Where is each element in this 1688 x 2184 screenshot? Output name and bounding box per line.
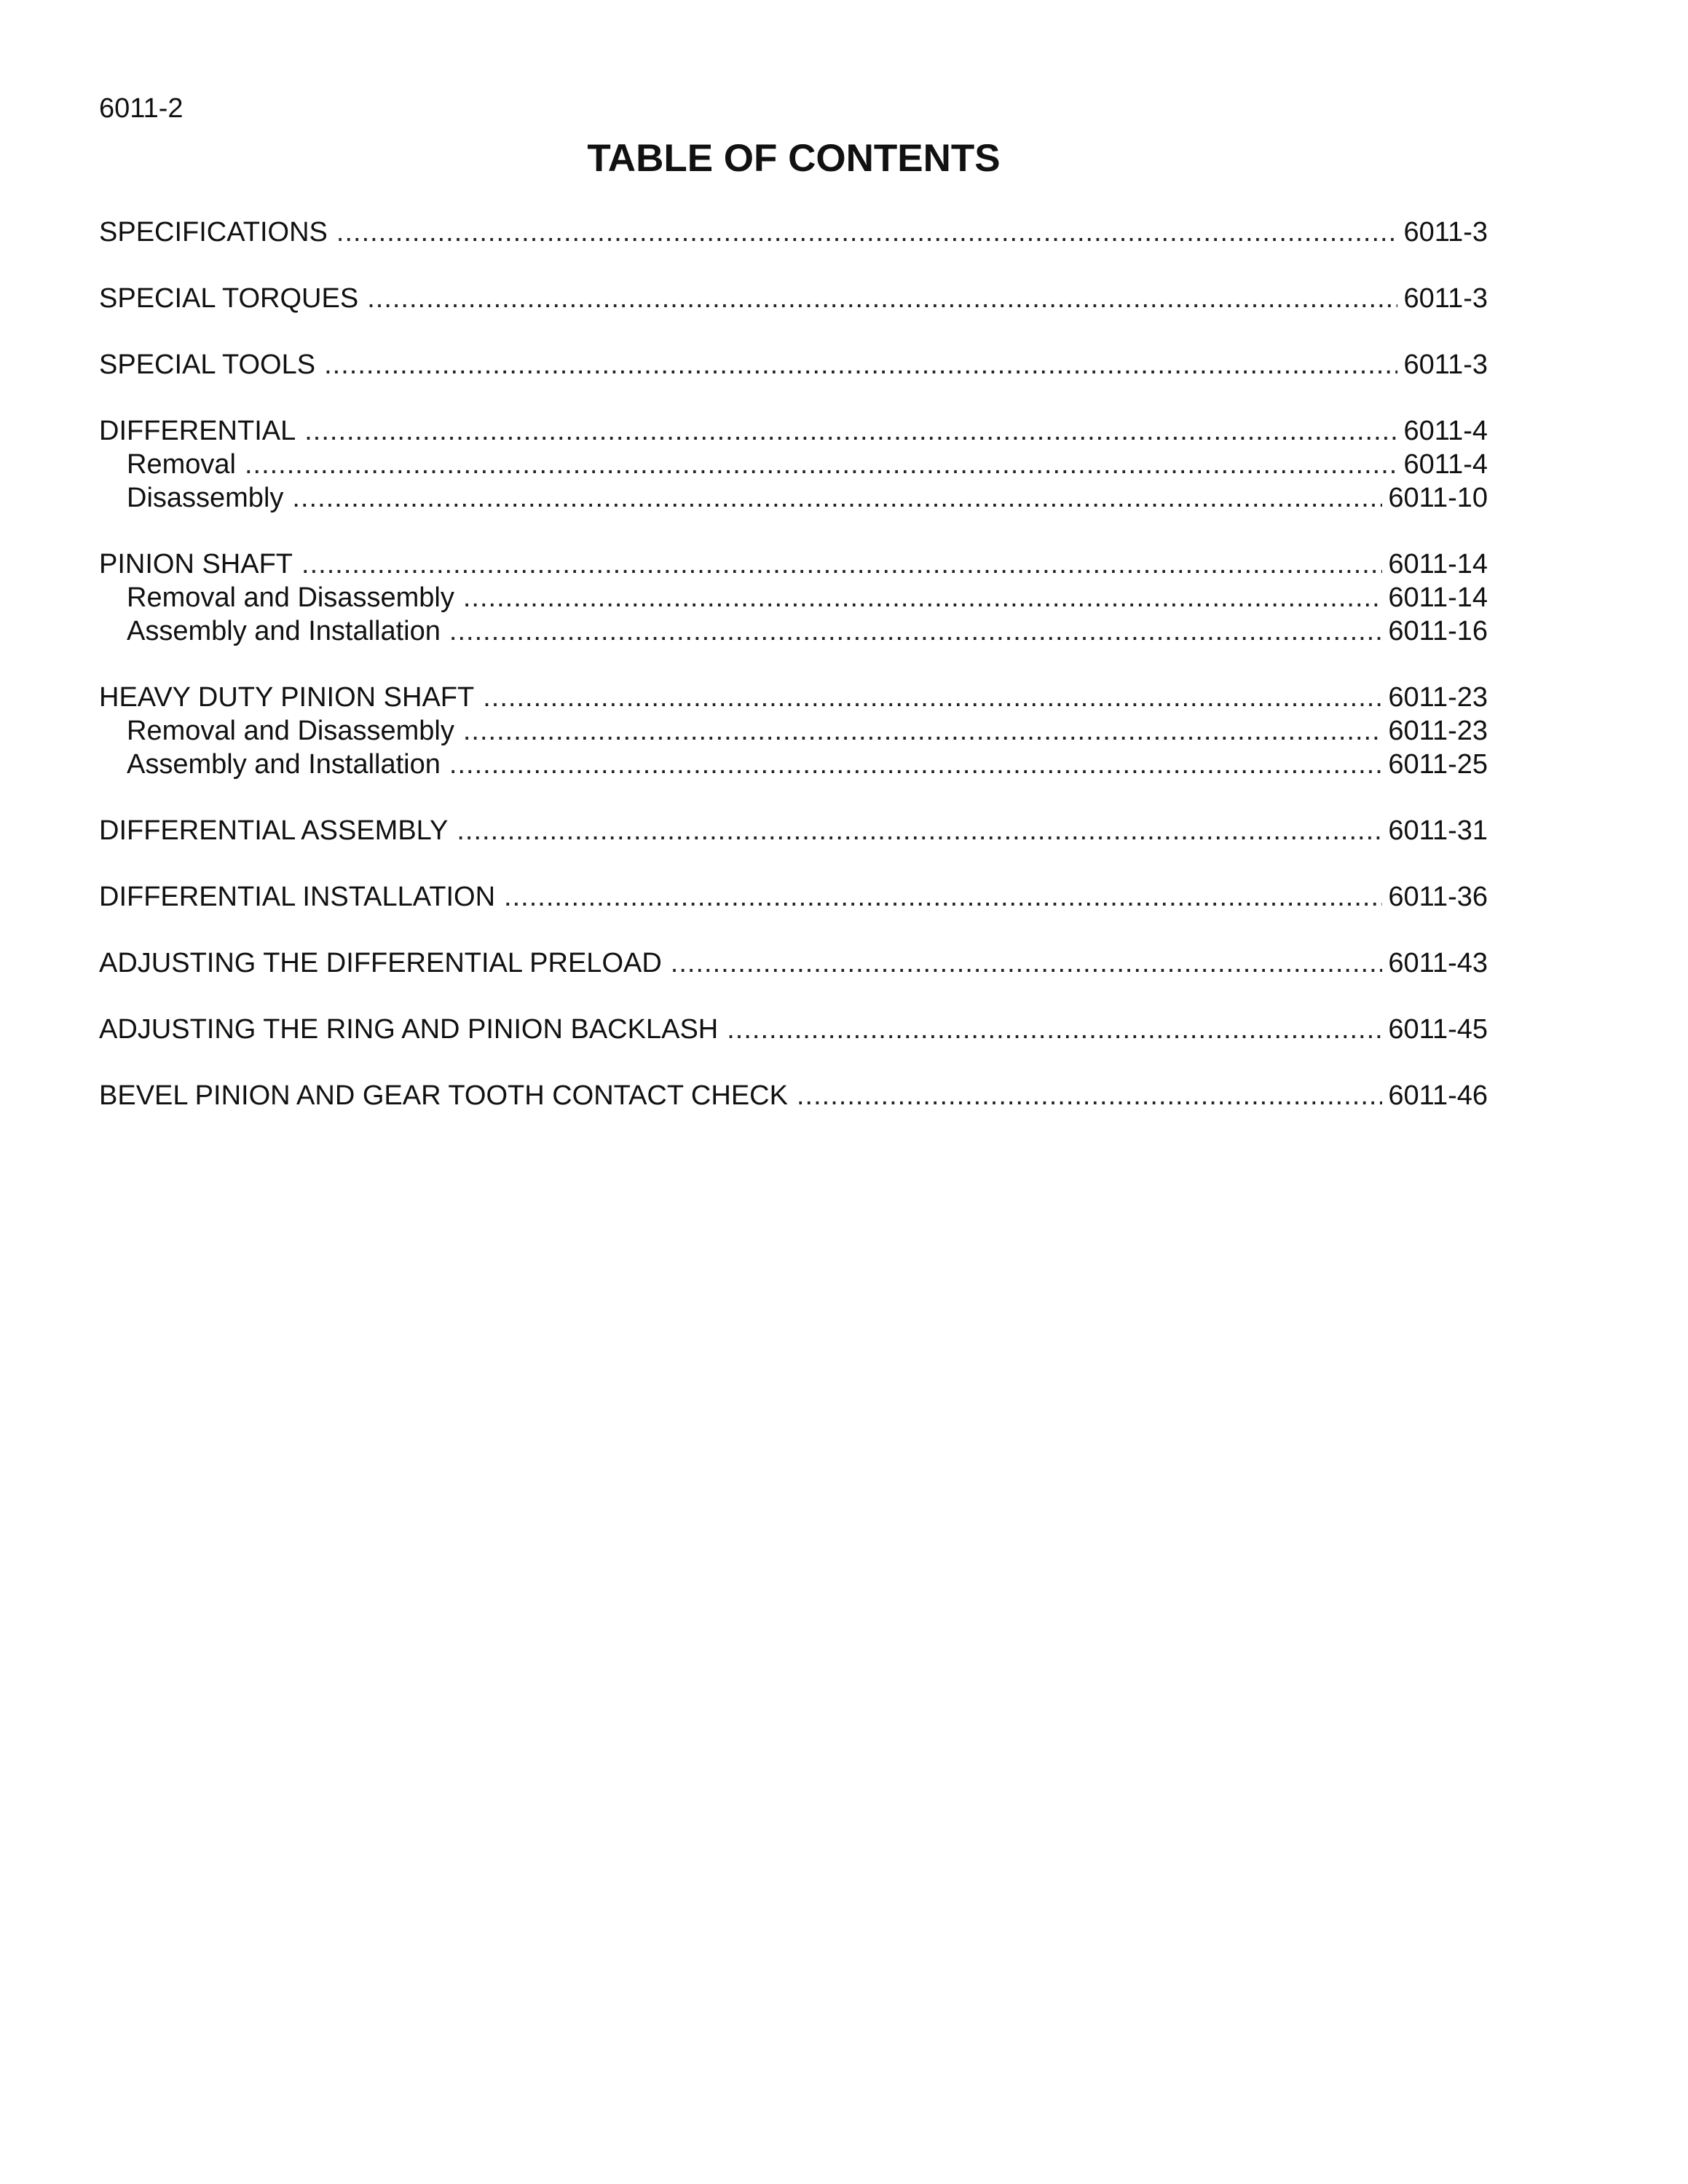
toc-dot-leader [449,614,1382,648]
toc-entry-page: 6011-4 [1403,449,1488,480]
toc-subentry[interactable] [99,581,1488,614]
toc-entry-label: Removal [127,449,236,480]
toc-entry-page: 6011-14 [1388,582,1488,613]
toc-dot-leader [457,814,1382,847]
toc-dot-leader [304,414,1397,448]
toc-dot-leader [463,714,1383,748]
toc-entry-label: SPECIAL TORQUES [99,283,359,314]
page-title: TABLE OF CONTENTS [587,137,1001,180]
toc-entry-page: 6011-10 [1388,483,1488,513]
toc-dot-leader [727,1013,1382,1046]
toc-dot-leader [245,448,1398,481]
toc-dot-leader [671,946,1383,980]
toc-entry[interactable] [99,681,1488,714]
toc-entry-page: 6011-14 [1388,549,1488,579]
toc-entry[interactable] [99,215,1488,249]
toc-entry[interactable] [99,1079,1488,1112]
toc-subentry[interactable] [99,448,1488,481]
toc-dot-leader [324,348,1397,381]
toc-entry[interactable] [99,414,1488,448]
toc-entry-page: 6011-23 [1388,682,1488,713]
toc-dot-leader [367,282,1397,315]
toc-dot-leader [797,1079,1382,1112]
toc-dot-leader [449,748,1382,781]
toc-entry[interactable] [99,814,1488,847]
toc-entry-label: Assembly and Installation [127,616,441,646]
toc-entry-label: ADJUSTING THE RING AND PINION BACKLASH [99,1014,719,1045]
toc-subentry[interactable] [99,614,1488,648]
toc-entry-label: DIFFERENTIAL INSTALLATION [99,882,496,912]
toc-entry-label: Removal and Disassembly [127,716,454,746]
toc-entry-page: 6011-3 [1403,349,1488,380]
toc-entry-label: SPECIFICATIONS [99,217,328,248]
toc-entry-label: ADJUSTING THE DIFFERENTIAL PRELOAD [99,948,662,978]
toc-entry-label: Removal and Disassembly [127,582,454,613]
toc-entry-label: PINION SHAFT [99,549,293,579]
toc-dot-leader [301,547,1382,581]
toc-entry-page: 6011-3 [1403,283,1488,314]
toc-entry-label: Disassembly [127,483,284,513]
toc-subentry[interactable] [99,481,1488,515]
toc-dot-leader [463,581,1383,614]
table-of-contents [99,215,1488,1112]
toc-subentry[interactable] [99,748,1488,781]
toc-entry-page: 6011-31 [1388,815,1488,846]
toc-entry-page: 6011-46 [1388,1080,1488,1111]
toc-dot-leader [336,215,1398,249]
toc-subentry[interactable] [99,714,1488,748]
page-number: 6011-2 [99,93,184,124]
toc-entry[interactable] [99,282,1488,315]
toc-entry-label: HEAVY DUTY PINION SHAFT [99,682,475,713]
toc-entry[interactable] [99,348,1488,381]
toc-entry-label: SPECIAL TOOLS [99,349,316,380]
toc-entry[interactable] [99,547,1488,581]
toc-entry-page: 6011-25 [1388,749,1488,780]
toc-entry-label: BEVEL PINION AND GEAR TOOTH CONTACT CHECK [99,1080,788,1111]
toc-dot-leader [292,481,1382,515]
toc-entry-page: 6011-36 [1388,882,1488,912]
toc-entry-page: 6011-4 [1403,416,1488,446]
toc-dot-leader [504,880,1382,914]
toc-entry-page: 6011-16 [1388,616,1488,646]
toc-entry-page: 6011-45 [1388,1014,1488,1045]
toc-entry[interactable] [99,880,1488,914]
toc-entry-label: DIFFERENTIAL ASSEMBLY [99,815,449,846]
toc-entry-page: 6011-23 [1388,716,1488,746]
toc-entry[interactable] [99,1013,1488,1046]
toc-entry-page: 6011-43 [1388,948,1488,978]
toc-entry[interactable] [99,946,1488,980]
toc-entry-page: 6011-3 [1403,217,1488,248]
toc-entry-label: Assembly and Installation [127,749,441,780]
toc-dot-leader [483,681,1382,714]
toc-entry-label: DIFFERENTIAL [99,416,296,446]
